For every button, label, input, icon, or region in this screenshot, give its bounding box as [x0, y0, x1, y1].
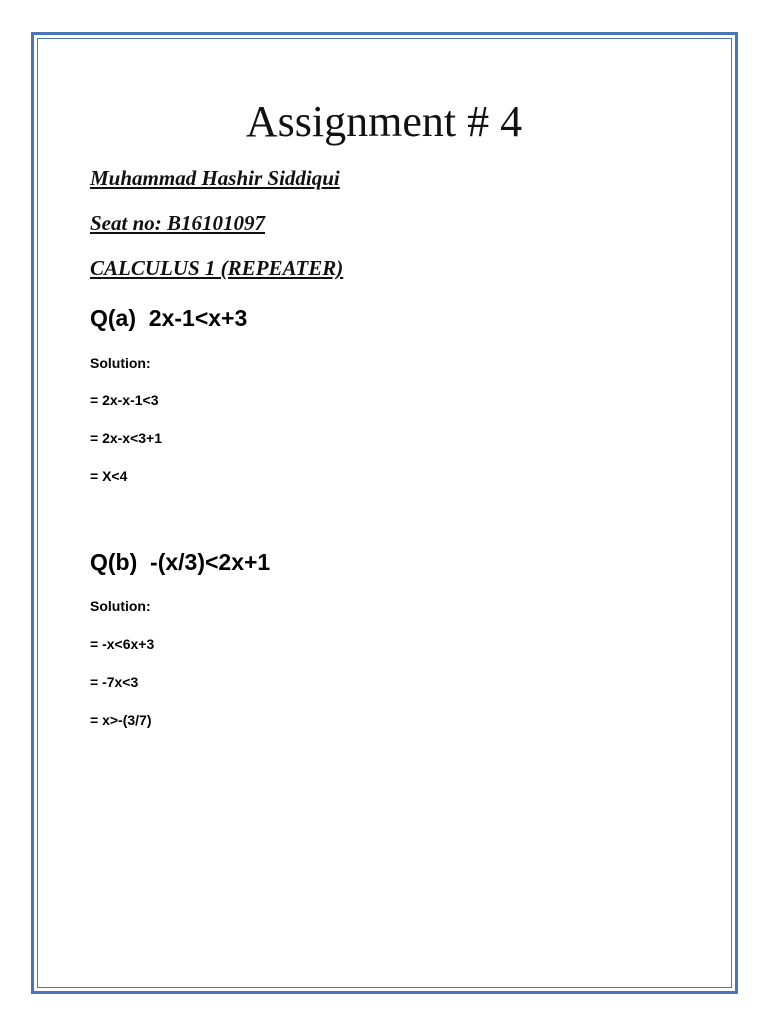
question-a-step-1: = 2x-x-1<3 [90, 392, 159, 408]
question-b-step-1: = -x<6x+3 [90, 636, 155, 652]
seat-number: Seat no: B16101097 [90, 211, 266, 235]
question-a-solution-label: Solution: [90, 355, 151, 371]
question-b-solution-label: Solution: [90, 598, 151, 614]
question-a-step-2: = 2x-x<3+1 [90, 430, 163, 446]
document-title: Assignment # 4 [245, 97, 523, 146]
question-a-step-3: = X<4 [90, 468, 128, 484]
question-b-heading: Q(b) -(x/3)<2x+1 [90, 549, 271, 575]
question-a-heading: Q(a) 2x-1<x+3 [90, 305, 248, 331]
student-name: Muhammad Hashir Siddiqui [90, 166, 340, 190]
course-name: CALCULUS 1 (REPEATER) [90, 256, 344, 280]
question-b-step-2: = -7x<3 [90, 674, 139, 690]
question-b-step-3: = x>-(3/7) [90, 712, 152, 728]
